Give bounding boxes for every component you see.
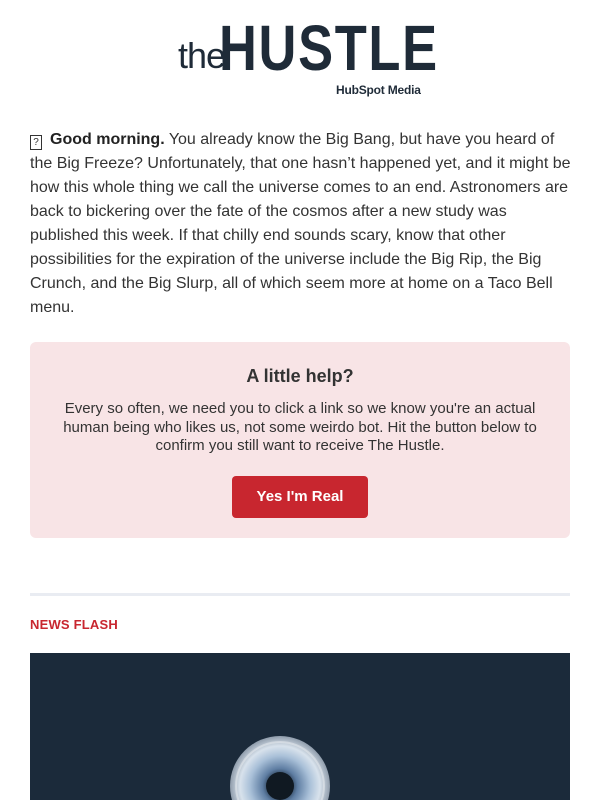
logo-hustle: HUSTLE: [219, 12, 439, 84]
news-flash-label: NEWS FLASH: [30, 617, 118, 632]
email-header: [0, 0, 600, 110]
yes-im-real-button[interactable]: Yes I'm Real: [232, 476, 368, 518]
logo-hubspot-media: HubSpot Media: [336, 83, 421, 97]
eye-image-icon: [230, 736, 330, 800]
section-divider: [30, 593, 570, 596]
help-body: Every so often, we need you to click a link so we know you're an actual human being who likes us, not some weirdo bot. Hit the button below to confirm you still want to receive The Hustle.: [63, 400, 537, 454]
news-flash-image[interactable]: [30, 653, 570, 800]
help-title: A little help?: [246, 366, 354, 386]
intro-paragraph: [30, 128, 575, 320]
help-card: [30, 342, 570, 538]
emoji-placeholder-icon: ?: [30, 135, 42, 150]
logo-the: the: [178, 35, 226, 76]
greeting: Good morning.: [50, 131, 165, 148]
intro-text: You already know the Big Bang, but have you heard of the Big Freeze? Unfortunately, that one hasn’t happened yet, and it might be how this whole thing we call the universe comes to an end. Astronomers are back to bickering over the fate of the cosmos after a new study was published this week. If that chilly end sounds scary, know that other possibilities for the expiration of the universe include the Big Rip, the Big Crunch, and the Big Slurp, all of which seem more at home on a Taco Bell menu.: [30, 131, 571, 316]
